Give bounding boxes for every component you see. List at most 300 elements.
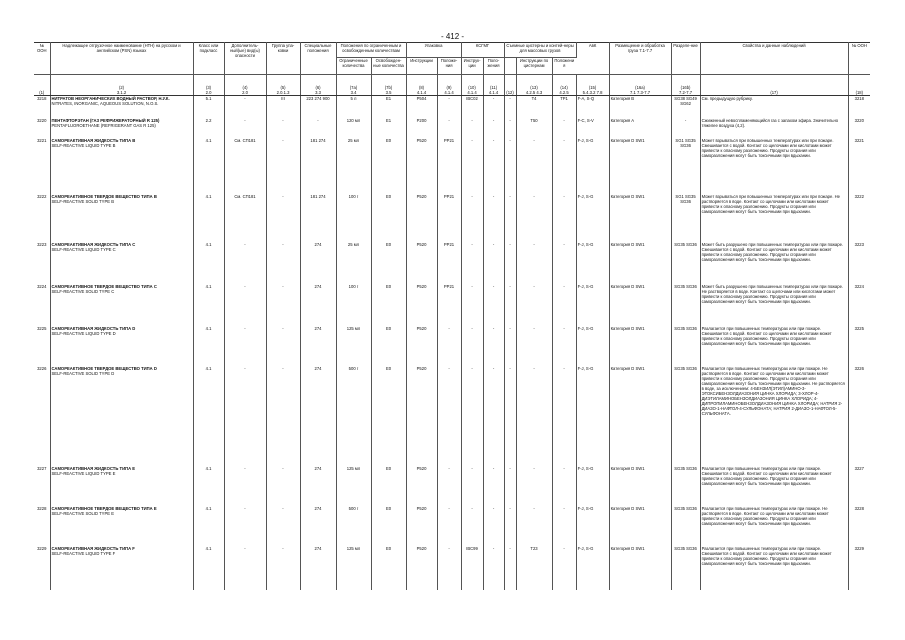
- cell-sub: -: [224, 546, 266, 590]
- cell-pg: -: [266, 326, 300, 366]
- table-row: [34, 242, 870, 284]
- cell-pi: P520: [406, 242, 437, 284]
- cell-sub: -: [224, 284, 266, 326]
- cell-sub: -: [224, 96, 266, 118]
- cell-prop: Разлагается при повышенных температурах или при пожаре. Не растворяется в воде. Контакт со щелочами или кислотами может привести к опасному разложению. Продукты сгорания или саморазложения могут быть токсичными при вдыхании.: [700, 506, 848, 546]
- cell-c12: -: [504, 466, 516, 506]
- col-header-name: Надлежащее отгрузочное наименование (НТН) на русском и английском (PSN) языках: [50, 43, 193, 75]
- column-reference: 2.0: [205, 90, 212, 95]
- cell-pi: P520: [406, 466, 437, 506]
- column-reference: 4.2.5: [559, 90, 569, 95]
- cell-cls: 4.1: [193, 546, 224, 590]
- cell-tankp: TP1: [552, 96, 576, 118]
- cell-un: 3226: [34, 366, 50, 466]
- cell-stow: Категория D SW1: [609, 284, 671, 326]
- col-header-tanks: Съемные цистерны и контей-неры для массовых грузов: [504, 43, 576, 58]
- cell-sub: -: [224, 242, 266, 284]
- cell-un: 3220: [34, 118, 50, 138]
- name-en: SELF-REACTIVE LIQUID TYPE C: [51, 246, 116, 252]
- cell-ems: F-J, S-G: [576, 138, 609, 194]
- col-header-stowage: Размещение и обработка груза 7.1-7.7: [609, 43, 671, 75]
- name-en: PENTAFLUOROETHANE (REFRIGERANT GAS R 125): [51, 122, 156, 128]
- cell-tank: -: [516, 466, 552, 506]
- cell-ems: F-J, S-G: [576, 326, 609, 366]
- cell-c12: -: [504, 242, 516, 284]
- cell-c12: -: [504, 284, 516, 326]
- name-en: SELF-REACTIVE LIQUID TYPE B: [51, 142, 116, 148]
- table-row: [34, 96, 870, 118]
- col-header-packing-group: Группа упа-ковки: [266, 43, 300, 75]
- cell-tank: -: [516, 242, 552, 284]
- column-number-cell: [671, 75, 700, 96]
- table-row: [34, 284, 870, 326]
- name-ru: САМОРЕАКТИВНАЯ ЖИДКОСТЬ ТИПА E: [51, 465, 136, 471]
- name-en: SELF-REACTIVE SOLID TYPE C: [51, 288, 115, 294]
- cell-un2: 3228: [854, 505, 864, 511]
- col-header-un-no-right: № ООН: [848, 43, 870, 75]
- cell-ibcp: -: [483, 118, 504, 138]
- cell-pi: P200: [406, 118, 437, 138]
- name-ru: НИТРАТОВ НЕОРГАНИЧЕСКИХ ВОДНЫЙ РАСТВОР, Н.У.К.: [51, 96, 170, 101]
- cell-tankp: -: [552, 546, 576, 590]
- cell-sp: 274: [300, 242, 336, 284]
- column-number-cell: [371, 75, 406, 96]
- col-header-ems: АвК: [576, 43, 609, 75]
- cell-c12: -: [504, 138, 516, 194]
- table-row: [34, 546, 870, 590]
- cell-cls: 4.1: [193, 506, 224, 546]
- cell-ems: F-J, S-G: [576, 506, 609, 546]
- cell-sp: 274: [300, 506, 336, 546]
- cell-pg: -: [266, 138, 300, 194]
- name-ru: ПЕНТАФТОРЭТАН (ГАЗ РЕФРИЖЕРАТОРНЫЙ R 125): [51, 117, 160, 123]
- name-ru: САМОРЕАКТИВНАЯ ЖИДКОСТЬ ТИПА F: [51, 545, 135, 551]
- cell-tank: -: [516, 326, 552, 366]
- name-ru: САМОРЕАКТИВНАЯ ЖИДКОСТЬ ТИПА D: [51, 325, 136, 331]
- cell-ems: F-J, S-G: [576, 366, 609, 466]
- cell-stow: Категория D SW1: [609, 326, 671, 366]
- cell-sp: 181 274: [300, 194, 336, 242]
- column-reference: 7.2-7.7: [679, 90, 693, 95]
- name-en: SELF-REACTIVE LIQUID TYPE E: [51, 470, 116, 476]
- cell-tankp: -: [552, 118, 576, 138]
- col-header-segregation: Разделе-ние: [671, 43, 700, 75]
- cell-pi: P520: [406, 506, 437, 546]
- column-number-cell: [609, 75, 671, 96]
- cell-ems: F-J, S-G: [576, 546, 609, 590]
- cell-name: [50, 366, 193, 466]
- table-row: [34, 118, 870, 138]
- column-number-cell: [516, 75, 552, 96]
- cell-pp: -: [437, 118, 461, 138]
- column-reference: 4.2.5 4.3: [525, 90, 543, 95]
- cell-tank: -: [516, 366, 552, 466]
- cell-c12: -: [504, 506, 516, 546]
- cell-pg: -: [266, 284, 300, 326]
- col-header-ibc: КСГМГ: [461, 43, 504, 58]
- column-number-row: [34, 75, 870, 96]
- name-en: NITRATES, INORGANIC, AQUEOUS SOLUTION, N.O.S.: [51, 101, 159, 106]
- cell-ibcp: -: [483, 506, 504, 546]
- name-ru: САМОРЕАКТИВНАЯ ЖИДКОСТЬ ТИПА B: [51, 137, 136, 143]
- column-number: (17): [770, 90, 778, 95]
- cell-sub: См. СП181: [224, 138, 266, 194]
- col-header-subrisk: Дополнитель-ный(ые) вид(ы) опасности: [224, 43, 266, 75]
- cell-pi: P520: [406, 366, 437, 466]
- cell-c12: -: [504, 546, 516, 590]
- column-number-cell: [461, 75, 483, 96]
- cell-c12: -: [504, 96, 516, 118]
- column-number: (2): [118, 85, 125, 90]
- cell-prop: Может быть разрушено при повышенных температурах или при пожаре. Не растворяется в воде. Контакт со щелочами или кислотами может привести к опасному разложению. Продукты сгорания или саморазложения могут быть токсичными при вдыхании.: [700, 284, 848, 326]
- cell-ibc: -: [461, 242, 483, 284]
- table-row: [34, 326, 870, 366]
- cell-eq: E0: [371, 194, 406, 242]
- cell-ibc: -: [461, 194, 483, 242]
- cell-ibcp: -: [483, 326, 504, 366]
- cell-name: [50, 194, 193, 242]
- cell-lq: 500 г: [336, 506, 371, 546]
- cell-eq: E0: [371, 242, 406, 284]
- cell-un2: 3225: [854, 325, 864, 331]
- cell-tankp: -: [552, 326, 576, 366]
- column-number: (7b): [384, 85, 393, 90]
- column-number-cell: [50, 75, 193, 96]
- cell-un2: 3222: [854, 193, 864, 199]
- cell-stow: Категория D SW1: [609, 138, 671, 194]
- cell-un: 3221: [34, 138, 50, 194]
- cell-cls: 2.2: [193, 118, 224, 138]
- col-header-special-provisions: Специальные положения: [300, 43, 336, 75]
- cell-pp: -: [437, 326, 461, 366]
- cell-sp: 274: [300, 366, 336, 466]
- cell-cls: 4.1: [193, 138, 224, 194]
- cell-tank: T4: [516, 96, 552, 118]
- cell-pp: -: [437, 96, 461, 118]
- cell-ibc: -: [461, 326, 483, 366]
- cell-sp: 274: [300, 466, 336, 506]
- name-ru: САМОРЕАКТИВНОЕ ТВЕРДОЕ ВЕЩЕСТВО ТИПА D: [51, 365, 157, 371]
- cell-name: [50, 138, 193, 194]
- cell-prop: Разлагается при повышенных температурах или при пожаре. Смешивается с водой. Контакт со щелочами или кислотами может привести к опасному разложению. Продукты сгорания или саморазложения могут быть токсичными при вдыхании.: [700, 326, 848, 366]
- col-header-tank-prov: Положения: [552, 58, 576, 75]
- column-number-cell: [336, 75, 371, 96]
- cell-seg: SG35 SG36: [671, 326, 700, 366]
- cell-sp: 274: [300, 546, 336, 590]
- cell-stow: Категория B: [609, 96, 671, 118]
- page-number: - 412 -: [440, 32, 465, 41]
- cell-eq: E0: [371, 466, 406, 506]
- cell-sp: 274: [300, 284, 336, 326]
- column-number-cell: [552, 75, 576, 96]
- cell-lq: 100 г: [336, 194, 371, 242]
- cell-tankp: -: [552, 506, 576, 546]
- name-ru: САМОРЕАКТИВНАЯ ЖИДКОСТЬ ТИПА C: [51, 241, 136, 247]
- cell-tank: -: [516, 506, 552, 546]
- column-number: (6): [315, 85, 321, 90]
- cell-tank: -: [516, 284, 552, 326]
- cell-pi: P520: [406, 194, 437, 242]
- cell-seg: SG35 SG36: [671, 546, 700, 590]
- cell-cls: 5.1: [193, 96, 224, 118]
- cell-tankp: -: [552, 138, 576, 194]
- cell-name: [50, 326, 193, 366]
- name-en: SELF-REACTIVE SOLID TYPE D: [51, 370, 115, 376]
- cell-un: 3222: [34, 194, 50, 242]
- cell-cls: 4.1: [193, 366, 224, 466]
- cell-pp: -: [437, 466, 461, 506]
- column-number-cell: [700, 75, 848, 96]
- cell-lq: 125 мл: [336, 546, 371, 590]
- col-header-packing: Упаковка: [406, 43, 461, 58]
- column-number: (13): [530, 85, 538, 90]
- cell-ibcp: -: [483, 366, 504, 466]
- cell-ibcp: -: [483, 96, 504, 118]
- column-number: (1): [39, 90, 45, 95]
- cell-stow: Категория A: [609, 118, 671, 138]
- cell-pp: PP21: [437, 284, 461, 326]
- cell-sp: 274: [300, 326, 336, 366]
- cell-seg: SG35 SG36: [671, 466, 700, 506]
- table-row: [34, 506, 870, 546]
- cell-un2: 3224: [854, 283, 864, 289]
- cell-stow: Категория D SW1: [609, 466, 671, 506]
- cell-sub: -: [224, 326, 266, 366]
- cell-stow: Категория D SW1: [609, 366, 671, 466]
- col-header-excepted: Освобожден-ные количества: [371, 58, 406, 75]
- cell-un: 3228: [34, 506, 50, 546]
- column-number: (16a): [635, 85, 645, 90]
- cell-sub: -: [224, 366, 266, 466]
- cell-pg: -: [266, 118, 300, 138]
- column-reference: 3.4: [350, 90, 357, 95]
- column-number: (9): [446, 85, 452, 90]
- cell-eq: E1: [371, 96, 406, 118]
- cell-sp: 223 274 900: [300, 96, 336, 118]
- cell-ibc: -: [461, 366, 483, 466]
- cell-lq: 100 г: [336, 284, 371, 326]
- name-en: SELF-REACTIVE SOLID TYPE B: [51, 198, 115, 204]
- cell-tankp: -: [552, 284, 576, 326]
- column-number: (11): [489, 85, 498, 90]
- cell-name: [50, 506, 193, 546]
- cell-eq: E0: [371, 546, 406, 590]
- name-en: SELF-REACTIVE SOLID TYPE E: [51, 510, 115, 516]
- cell-un2: 3221: [854, 137, 864, 143]
- cell-ibcp: -: [483, 546, 504, 590]
- cell-name: [50, 242, 193, 284]
- cell-prop: Может быть разрушено при повышенных температурах или при пожаре. Смешивается с водой. Контакт со щелочами или кислотами может привести к опасному разложению. Продукты сгорания или саморазложения могут быть токсичными при вдыхании.: [700, 242, 848, 284]
- col-header-properties: Свойства и данные наблюдений: [700, 43, 848, 75]
- cell-stow: Категория D SW1: [609, 194, 671, 242]
- cell-un: 3225: [34, 326, 50, 366]
- column-number: (5): [280, 85, 286, 90]
- table-row: [34, 366, 870, 466]
- cell-lq: 25 мл: [336, 138, 371, 194]
- cell-seg: SG1 SG35 SG36: [671, 194, 700, 242]
- cell-pg: -: [266, 506, 300, 546]
- cell-c12: -: [504, 118, 516, 138]
- cell-name: [50, 96, 193, 118]
- cell-pg: III: [266, 96, 300, 118]
- name-en: SELF-REACTIVE LIQUID TYPE F: [51, 550, 116, 556]
- column-number-cell: [193, 75, 224, 96]
- column-number-cell: [576, 75, 609, 96]
- column-reference: 5.4.3.2 7.8: [582, 90, 603, 95]
- cell-seg: SG1 SG35 SG36: [671, 138, 700, 194]
- cell-prop: Сжиженный невоспламеняющийся газ с запахом эфира. Значительно тяжелее воздуха (4,2).: [700, 118, 848, 138]
- cell-pg: -: [266, 366, 300, 466]
- dangerous-goods-table: [34, 42, 870, 590]
- cell-pp: -: [437, 546, 461, 590]
- cell-sp: -: [300, 118, 336, 138]
- column-number: (14): [560, 85, 568, 90]
- cell-prop: Разлагается при повышенных температурах или при пожаре. Смешивается с водой. Контакт со щелочами или кислотами может привести к опасному разложению. Продукты сгорания или саморазложения могут быть токсичными при вдыхании.: [700, 466, 848, 506]
- col-header-pack-prov: Положе-ния: [437, 58, 461, 75]
- cell-pp: -: [437, 366, 461, 466]
- cell-sub: См. СП181: [224, 194, 266, 242]
- column-number: (18): [855, 90, 864, 95]
- cell-pp: -: [437, 506, 461, 546]
- col-header-tank-instr: Инструкции по цистернам: [516, 58, 552, 75]
- col-header-ibc-prov: Поло-жения: [483, 58, 504, 75]
- cell-name: [50, 466, 193, 506]
- cell-pi: P520: [406, 326, 437, 366]
- cell-name: [50, 284, 193, 326]
- col-header-limited: Ограниченные количества: [336, 58, 371, 75]
- cell-pp: PP21: [437, 138, 461, 194]
- column-number: (4): [242, 85, 248, 90]
- column-number-cell: [848, 75, 870, 96]
- cell-tank: -: [516, 138, 552, 194]
- cell-tank: T50: [516, 118, 552, 138]
- column-number-cell: [224, 75, 266, 96]
- cell-prop: Разлагается при повышенных температурах или при пожаре. Не растворяется в воде. Контакт со щелочами или кислотами может привести к опасному разложению. Продукты сгорания или саморазложения могут быть токсичными при вдыхании. Не растворяется в воде, за исключением: 4-БЕНЗИЛ(ЭТИЛ)АМИНО-3-ЭТОКСИБЕНЗОЛДИАЗОНИЯ ЦИНКА ХЛОРИДА; 3-ХЛОР-4-ДИЭТИЛАМИНОБЕНЗОЛДИАЗОНИЯ ЦИНКА ХЛОРИДА; 4-ДИПРОПИЛАМИНОБЕНЗОЛДИАЗОНИЯ ЦИНКА ХЛОРИДА; НАТРИЯ 2-ДИАЗО-1-НАФТОЛ-4-СУЛЬФОНАТА; НАТРИЯ 2-ДИАЗО-1-НАФТОЛ-5-СУЛЬФОНАТА.: [700, 366, 848, 466]
- table-body: [34, 96, 870, 590]
- column-reference: 2.0: [242, 90, 248, 95]
- header-row: [34, 43, 870, 58]
- cell-ibc: -: [461, 506, 483, 546]
- cell-un2: 3218: [854, 96, 864, 101]
- cell-ems: F-J, S-G: [576, 194, 609, 242]
- cell-tankp: -: [552, 194, 576, 242]
- cell-ibcp: -: [483, 242, 504, 284]
- cell-lq: 25 мл: [336, 242, 371, 284]
- column-number: (8): [418, 85, 425, 90]
- cell-un2: 3226: [854, 365, 864, 371]
- cell-tankp: -: [552, 466, 576, 506]
- cell-c12: -: [504, 194, 516, 242]
- cell-pi: P520: [406, 546, 437, 590]
- column-number: (7a): [349, 85, 358, 90]
- cell-name: [50, 546, 193, 590]
- cell-pp: PP21: [437, 242, 461, 284]
- column-number-cell: [266, 75, 300, 96]
- column-reference: 4.1.4: [444, 90, 454, 95]
- table-row: [34, 138, 870, 194]
- cell-c12: -: [504, 366, 516, 466]
- col-header-limited-group: Положения по ограниченным и освобожденным количествам: [336, 43, 406, 58]
- cell-cls: 4.1: [193, 194, 224, 242]
- cell-sub: -: [224, 118, 266, 138]
- cell-stow: Категория D SW1: [609, 242, 671, 284]
- name-ru: САМОРЕАКТИВНОЕ ТВЕРДОЕ ВЕЩЕСТВО ТИПА E: [51, 505, 157, 511]
- cell-seg: SG35 SG36: [671, 242, 700, 284]
- column-reference: 4.1.4: [416, 90, 427, 95]
- cell-ibcp: -: [483, 284, 504, 326]
- cell-un: 3227: [34, 466, 50, 506]
- cell-un: 3223: [34, 242, 50, 284]
- column-number-cell: [437, 75, 461, 96]
- cell-tank: -: [516, 194, 552, 242]
- cell-eq: E0: [371, 326, 406, 366]
- column-reference: 4.1.4: [467, 90, 477, 95]
- col-header-class: Класс или подкласс: [193, 43, 224, 75]
- cell-cls: 4.1: [193, 242, 224, 284]
- cell-ems: F-J, S-G: [576, 466, 609, 506]
- cell-sub: -: [224, 466, 266, 506]
- col-header-ibc-instr: Инструк-ции: [461, 58, 483, 75]
- cell-lq: 125 мл: [336, 466, 371, 506]
- cell-eq: E0: [371, 284, 406, 326]
- cell-tankp: -: [552, 366, 576, 466]
- cell-seg: -: [671, 118, 700, 138]
- cell-eq: E0: [371, 506, 406, 546]
- cell-ibcp: -: [483, 466, 504, 506]
- column-reference: 2.0.1.3: [276, 90, 290, 95]
- cell-name: [50, 118, 193, 138]
- cell-ibc: -: [461, 118, 483, 138]
- cell-lq: 500 г: [336, 366, 371, 466]
- cell-un2: 3220: [854, 117, 864, 123]
- cell-eq: E0: [371, 138, 406, 194]
- cell-un2: 3229: [854, 545, 864, 551]
- column-number: (16b): [680, 85, 691, 90]
- cell-lq: 5 л: [336, 96, 371, 118]
- cell-un2: 3227: [854, 465, 864, 471]
- cell-pi: P504: [406, 96, 437, 118]
- column-reference: 3.5: [385, 90, 392, 95]
- cell-ems: F-C, S-V: [576, 118, 609, 138]
- cell-ems: F-J, S-G: [576, 284, 609, 326]
- cell-pp: PP21: [437, 194, 461, 242]
- cell-sp: 181 274: [300, 138, 336, 194]
- cell-pg: -: [266, 242, 300, 284]
- column-reference: 3.1.2: [116, 90, 127, 95]
- cell-sub: -: [224, 506, 266, 546]
- column-reference: 3.3: [315, 90, 321, 95]
- column-number: (3): [205, 85, 212, 90]
- cell-cls: 4.1: [193, 466, 224, 506]
- name-en: SELF-REACTIVE LIQUID TYPE D: [51, 330, 116, 336]
- cell-un: 3218: [34, 96, 50, 118]
- cell-pg: -: [266, 546, 300, 590]
- cell-ibc: -: [461, 138, 483, 194]
- cell-lq: 125 мл: [336, 326, 371, 366]
- cell-ems: F-A, S-Q: [576, 96, 609, 118]
- cell-c12: -: [504, 326, 516, 366]
- cell-un2: 3223: [854, 241, 864, 247]
- cell-prop: Может взрываться при повышенных температурах или при пожаре. Смешивается с водой. Контакт со щелочами или кислотами может привести к опасному разложению. Продукты сгорания или саморазложения могут быть токсичными при вдыхании.: [700, 138, 848, 194]
- cell-tank: T23: [516, 546, 552, 590]
- name-ru: САМОРЕАКТИВНОЕ ТВЕРДОЕ ВЕЩЕСТВО ТИПА C: [51, 283, 157, 289]
- col-header-pack-instr: Инструкции: [406, 58, 437, 75]
- column-number-cell: [406, 75, 437, 96]
- col-header-col12: [504, 58, 516, 75]
- column-number-cell: [483, 75, 504, 96]
- cell-stow: Категория D SW1: [609, 546, 671, 590]
- cell-seg: SG35 SG36: [671, 284, 700, 326]
